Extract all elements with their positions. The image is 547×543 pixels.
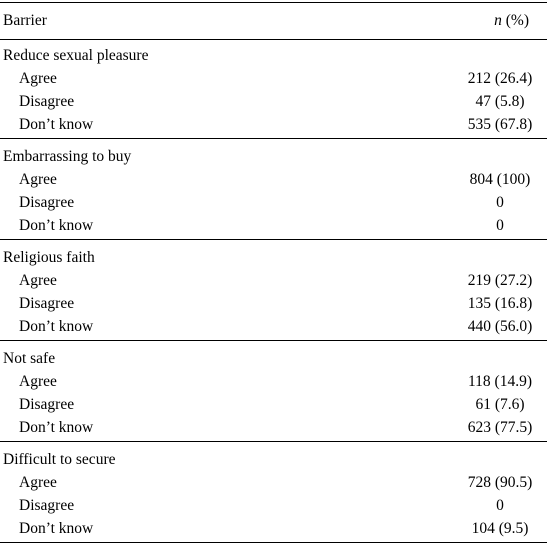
percent-symbol: (%) xyxy=(505,12,529,29)
row-value: 219 (27.2) xyxy=(467,272,533,289)
row-value: 0 xyxy=(496,497,504,514)
row-label: Agree xyxy=(19,373,57,390)
table-row xyxy=(0,517,547,540)
barrier-column-header: Barrier xyxy=(3,12,47,29)
n-percent-column-header xyxy=(494,3,529,39)
row-label: Disagree xyxy=(19,93,75,110)
table-row xyxy=(0,90,547,113)
row-value: 47 (5.8) xyxy=(475,93,525,110)
row-label: Agree xyxy=(19,171,57,188)
section-religious-faith xyxy=(0,242,547,341)
row-label: Disagree xyxy=(19,396,75,413)
row-label: Disagree xyxy=(19,295,75,312)
row-label: Don’t know xyxy=(19,318,94,335)
row-value: 118 (14.9) xyxy=(468,373,532,390)
row-label: Don’t know xyxy=(19,419,94,436)
section-embarrassing-to-buy xyxy=(0,141,547,240)
row-label: Don’t know xyxy=(19,116,94,133)
table-row xyxy=(0,214,547,237)
table-row xyxy=(0,113,547,136)
row-value: 61 (7.6) xyxy=(475,396,525,413)
row-label: Agree xyxy=(19,272,57,289)
row-label: Don’t know xyxy=(19,520,94,537)
row-value: 104 (9.5) xyxy=(471,520,529,537)
row-value: 804 (100) xyxy=(469,171,531,188)
row-value: 728 (90.5) xyxy=(467,474,533,491)
row-label: Agree xyxy=(19,70,57,87)
n-symbol: n xyxy=(494,12,502,29)
table-row xyxy=(0,67,547,90)
section-title: Religious faith xyxy=(3,249,95,266)
table-row xyxy=(0,315,547,338)
row-label: Disagree xyxy=(19,497,75,514)
section-not-safe xyxy=(0,343,547,442)
table-row xyxy=(0,370,547,393)
table-row xyxy=(0,292,547,315)
table-row xyxy=(0,393,547,416)
section-reduce-sexual-pleasure xyxy=(0,40,547,139)
section-difficult-to-secure xyxy=(0,444,547,543)
row-label: Disagree xyxy=(19,194,75,211)
row-value: 535 (67.8) xyxy=(467,116,533,133)
row-value: 135 (16.8) xyxy=(467,295,533,312)
row-label: Agree xyxy=(19,474,57,491)
row-label: Don’t know xyxy=(19,217,94,234)
table-row xyxy=(0,471,547,494)
table-header xyxy=(0,2,547,40)
section-title: Difficult to secure xyxy=(3,451,116,468)
row-value: 440 (56.0) xyxy=(467,318,533,335)
table-row xyxy=(0,269,547,292)
section-title: Not safe xyxy=(3,350,56,367)
section-title: Embarrassing to buy xyxy=(3,148,132,165)
row-value: 212 (26.4) xyxy=(467,70,533,87)
row-value: 623 (77.5) xyxy=(467,419,533,436)
section-title: Reduce sexual pleasure xyxy=(3,47,149,64)
row-value: 0 xyxy=(496,217,504,234)
table-row xyxy=(0,416,547,439)
row-value: 0 xyxy=(496,194,504,211)
table-row xyxy=(0,494,547,517)
table-row xyxy=(0,191,547,214)
table-row xyxy=(0,168,547,191)
